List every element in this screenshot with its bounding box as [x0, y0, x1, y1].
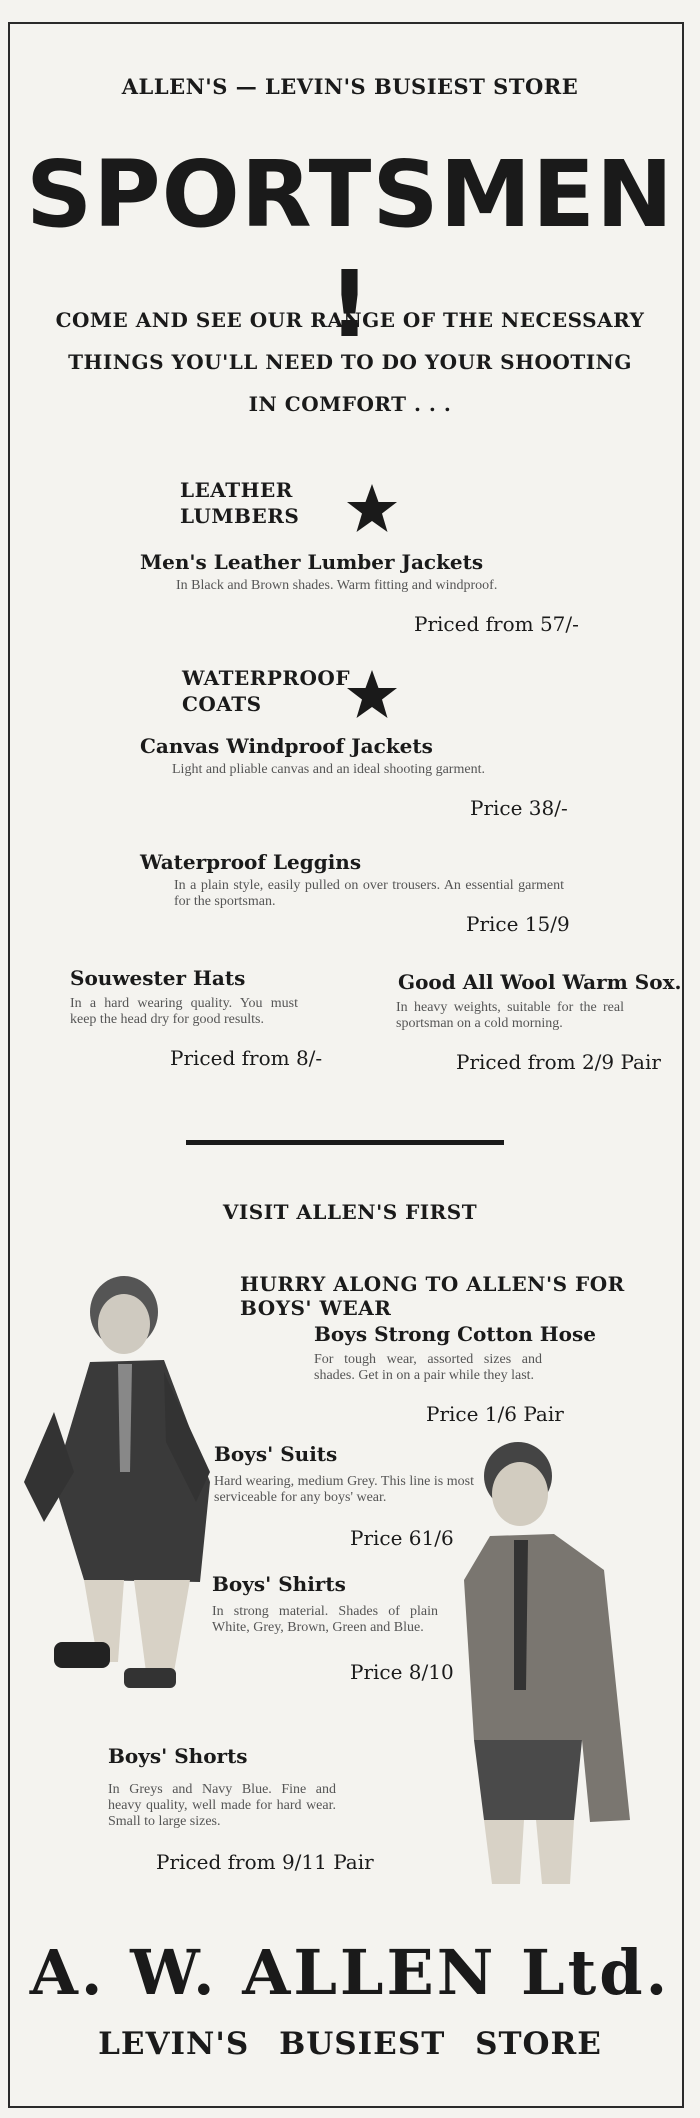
waterproof-price: Price 38/- — [470, 796, 568, 820]
waterproof-item-description: Light and pliable canvas and an ideal shooting garment. — [172, 762, 485, 777]
sox-price: Priced from 2/9 Pair — [456, 1050, 661, 1074]
boy-illustration-right — [454, 1440, 644, 1900]
leather-heading-line-2: LUMBERS — [180, 504, 300, 528]
sox-item-title: Good All Wool Warm Sox. — [398, 970, 682, 994]
suits-item-description: Hard wearing, medium Grey. This line is most serviceable for any boys' wear. — [214, 1474, 474, 1505]
shorts-item-description: In Greys and Navy Blue. Fine and heavy quality, well made for hard wear. Small to large sizes. — [108, 1782, 336, 1829]
shirts-item-title: Boys' Shirts — [212, 1572, 346, 1596]
leather-heading-line-1: LEATHER — [180, 478, 293, 502]
leather-price: Priced from 57/- — [414, 612, 579, 636]
divider-rule — [186, 1140, 504, 1145]
visit-line: VISIT ALLEN'S FIRST — [222, 1200, 478, 1224]
company-name: A. W. ALLEN Ltd. — [29, 1936, 671, 2009]
hose-item-description: For tough wear, assorted sizes and shades. Get in on a pair while they last. — [314, 1352, 542, 1383]
store-line: ALLEN'S — LEVIN'S BUSIEST STORE — [121, 74, 579, 99]
footer-tagline: LEVIN'S BUSIEST STORE — [98, 2026, 602, 2062]
waterproof-heading-line-1: WATERPROOF — [182, 666, 351, 690]
star-icon — [344, 482, 400, 538]
waterproof-heading-line-2: COATS — [182, 692, 262, 716]
shirts-price: Price 8/10 — [350, 1660, 454, 1684]
shorts-item-title: Boys' Shorts — [108, 1744, 248, 1768]
boy-illustration-left — [14, 1272, 224, 1692]
leggins-item-description: In a plain style, easily pulled on over trousers. An essential garment for the sportsman. — [174, 878, 564, 909]
leather-item-title: Men's Leather Lumber Jackets — [140, 550, 484, 574]
leggins-item-title: Waterproof Leggins — [140, 850, 362, 874]
boys-heading: HURRY ALONG TO ALLEN'S FOR BOYS' WEAR — [240, 1272, 625, 1320]
hose-item-title: Boys Strong Cotton Hose — [314, 1322, 596, 1346]
leggins-price: Price 15/9 — [466, 912, 570, 936]
intro-line-3: IN COMFORT . . . — [248, 392, 452, 416]
souwester-price: Priced from 8/- — [170, 1046, 323, 1070]
souwester-item-description: In a hard wearing quality. You must keep the head dry for good results. — [70, 996, 298, 1027]
hose-price: Price 1/6 Pair — [426, 1402, 564, 1426]
suits-item-title: Boys' Suits — [214, 1442, 338, 1466]
intro-line-2: THINGS YOU'LL NEED TO DO YOUR SHOOTING — [68, 350, 632, 374]
headline: SPORTSMEN ! — [25, 141, 674, 358]
shirts-item-description: In strong material. Shades of plain White, Grey, Brown, Green and Blue. — [212, 1604, 438, 1635]
intro-line-1: COME AND SEE OUR RANGE OF THE NECESSARY — [55, 308, 645, 332]
waterproof-item-title: Canvas Windproof Jackets — [140, 734, 433, 758]
sox-item-description: In heavy weights, suitable for the real sportsman on a cold morning. — [396, 1000, 624, 1031]
shorts-price: Priced from 9/11 Pair — [156, 1850, 374, 1874]
suits-price: Price 61/6 — [350, 1526, 454, 1550]
leather-item-description: In Black and Brown shades. Warm fitting and windproof. — [176, 578, 498, 593]
star-icon — [344, 668, 400, 724]
souwester-item-title: Souwester Hats — [70, 966, 246, 990]
